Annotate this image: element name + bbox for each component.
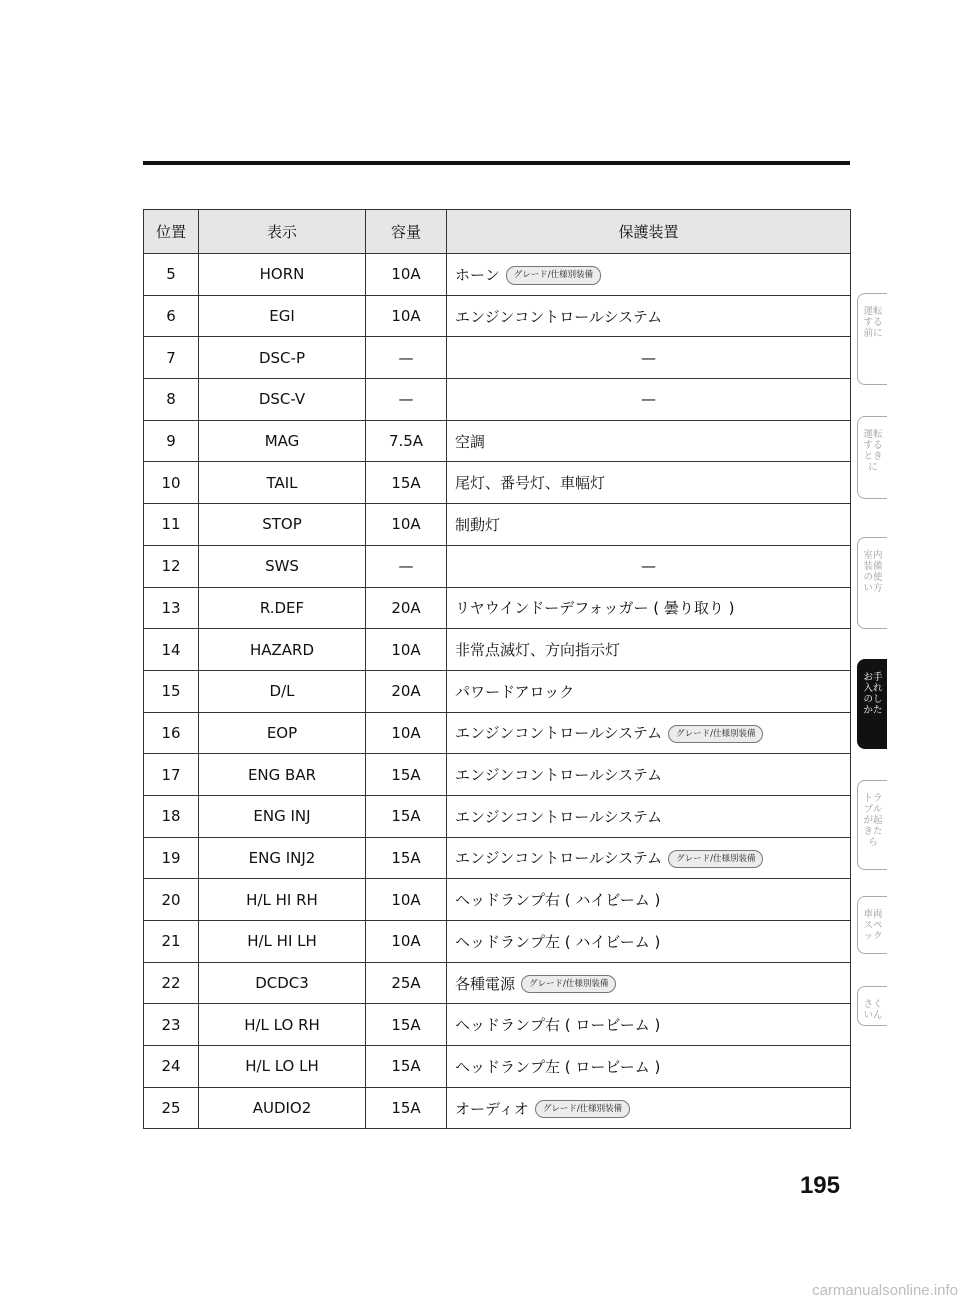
cell-protected-device bbox=[447, 295, 851, 337]
protected-device-text: 空調 bbox=[455, 432, 486, 451]
table-row bbox=[144, 962, 851, 1004]
protected-device-text: — bbox=[641, 348, 656, 367]
table-row bbox=[144, 337, 851, 379]
cell-position: 22 bbox=[144, 962, 199, 1004]
cell-position: 24 bbox=[144, 1046, 199, 1088]
cell-capacity: — bbox=[366, 379, 447, 421]
cell-label: STOP bbox=[199, 504, 366, 546]
protected-device-text: エンジンコントロールシステム bbox=[455, 307, 663, 326]
cell-protected-device bbox=[447, 420, 851, 462]
cell-position: 5 bbox=[144, 254, 199, 296]
table-row bbox=[144, 254, 851, 296]
cell-position: 7 bbox=[144, 337, 199, 379]
protected-device-text: 各種電源 bbox=[455, 974, 516, 993]
section-tab[interactable] bbox=[857, 537, 887, 629]
cell-protected-device bbox=[447, 795, 851, 837]
cell-position: 16 bbox=[144, 712, 199, 754]
protected-device-text: ヘッドランプ左 ( ハイビーム ) bbox=[455, 932, 661, 951]
cell-capacity: 15A bbox=[366, 462, 447, 504]
protected-device-text: ヘッドランプ右 ( ハイビーム ) bbox=[455, 891, 661, 910]
cell-protected-device bbox=[447, 462, 851, 504]
protected-device-text: パワードアロック bbox=[455, 682, 575, 701]
cell-position: 18 bbox=[144, 795, 199, 837]
cell-label: DSC-V bbox=[199, 379, 366, 421]
cell-label: HORN bbox=[199, 254, 366, 296]
cell-capacity: 10A bbox=[366, 504, 447, 546]
section-tab-label: 運転する前に bbox=[863, 306, 883, 339]
cell-capacity: 10A bbox=[366, 712, 447, 754]
cell-position: 21 bbox=[144, 921, 199, 963]
header-label: 表示 bbox=[199, 210, 366, 254]
table-header-row bbox=[144, 210, 851, 254]
grade-spec-badge: グレード/仕様別装備 bbox=[535, 1100, 630, 1119]
protected-device-text: エンジンコントロールシステム bbox=[455, 807, 663, 826]
cell-label: ENG INJ bbox=[199, 795, 366, 837]
grade-spec-badge: グレード/仕様別装備 bbox=[521, 975, 616, 994]
section-tab[interactable] bbox=[857, 659, 887, 749]
cell-position: 20 bbox=[144, 879, 199, 921]
footer-watermark: carmanualsonline.info bbox=[812, 1282, 958, 1299]
cell-capacity: 25A bbox=[366, 962, 447, 1004]
cell-protected-device bbox=[447, 1004, 851, 1046]
top-rule bbox=[143, 161, 850, 165]
protected-device-text: ヘッドランプ左 ( ロービーム ) bbox=[455, 1057, 661, 1076]
table-row bbox=[144, 629, 851, 671]
cell-label: EOP bbox=[199, 712, 366, 754]
cell-capacity: — bbox=[366, 545, 447, 587]
cell-position: 19 bbox=[144, 837, 199, 879]
section-tab[interactable] bbox=[857, 986, 887, 1026]
cell-label: H/L HI LH bbox=[199, 921, 366, 963]
cell-label: ENG BAR bbox=[199, 754, 366, 796]
cell-position: 15 bbox=[144, 670, 199, 712]
protected-device-text: オーディオ bbox=[455, 1099, 529, 1118]
header-position: 位置 bbox=[144, 210, 199, 254]
cell-capacity: — bbox=[366, 337, 447, 379]
cell-capacity: 15A bbox=[366, 837, 447, 879]
protected-device-text: エンジンコントロールシステム bbox=[455, 766, 663, 785]
cell-label: R.DEF bbox=[199, 587, 366, 629]
cell-position: 17 bbox=[144, 754, 199, 796]
table-row bbox=[144, 795, 851, 837]
cell-label: DSC-P bbox=[199, 337, 366, 379]
protected-device-text: 非常点滅灯、方向指示灯 bbox=[455, 641, 621, 660]
cell-label: SWS bbox=[199, 545, 366, 587]
section-tab-label: さくいん bbox=[863, 999, 883, 1021]
protected-device-text: エンジンコントロールシステム bbox=[455, 724, 663, 743]
table-row bbox=[144, 837, 851, 879]
cell-capacity: 10A bbox=[366, 879, 447, 921]
cell-protected-device bbox=[447, 545, 851, 587]
cell-label: HAZARD bbox=[199, 629, 366, 671]
protected-device-text: — bbox=[641, 390, 656, 409]
protected-device-text: 制動灯 bbox=[455, 515, 501, 534]
table-row bbox=[144, 545, 851, 587]
table-row bbox=[144, 879, 851, 921]
cell-capacity: 10A bbox=[366, 254, 447, 296]
header-capacity: 容量 bbox=[366, 210, 447, 254]
table-row bbox=[144, 1046, 851, 1088]
cell-label: H/L LO LH bbox=[199, 1046, 366, 1088]
header-protected-device: 保護装置 bbox=[447, 210, 851, 254]
table-row bbox=[144, 1004, 851, 1046]
cell-protected-device bbox=[447, 337, 851, 379]
grade-spec-badge: グレード/仕様別装備 bbox=[668, 850, 763, 869]
cell-position: 6 bbox=[144, 295, 199, 337]
cell-protected-device bbox=[447, 962, 851, 1004]
cell-label: MAG bbox=[199, 420, 366, 462]
cell-capacity: 10A bbox=[366, 295, 447, 337]
table-row bbox=[144, 712, 851, 754]
protected-device-text: エンジンコントロールシステム bbox=[455, 849, 663, 868]
section-tab-label: お手入れのしかた bbox=[863, 672, 883, 716]
table-body bbox=[144, 254, 851, 1129]
cell-capacity: 15A bbox=[366, 1087, 447, 1129]
cell-capacity: 20A bbox=[366, 587, 447, 629]
cell-protected-device bbox=[447, 379, 851, 421]
protected-device-text: 尾灯、番号灯、車幅灯 bbox=[455, 474, 606, 493]
grade-spec-badge: グレード/仕様別装備 bbox=[668, 725, 763, 744]
cell-label: DCDC3 bbox=[199, 962, 366, 1004]
cell-capacity: 10A bbox=[366, 921, 447, 963]
fuse-table bbox=[143, 209, 851, 1129]
table-row bbox=[144, 504, 851, 546]
section-tab-label: 車両スペック bbox=[863, 909, 883, 942]
protected-device-text: ホーン bbox=[455, 265, 500, 284]
section-tab-label: 運転するときに bbox=[863, 429, 883, 473]
section-tab[interactable] bbox=[857, 293, 887, 385]
cell-protected-device bbox=[447, 1046, 851, 1088]
table-row bbox=[144, 670, 851, 712]
cell-label: AUDIO2 bbox=[199, 1087, 366, 1129]
section-tab-label: 室内装備の使い方 bbox=[863, 550, 883, 594]
cell-position: 9 bbox=[144, 420, 199, 462]
cell-protected-device bbox=[447, 629, 851, 671]
section-tab-label: トラブルが起きたら bbox=[863, 793, 883, 848]
cell-protected-device bbox=[447, 1087, 851, 1129]
cell-capacity: 15A bbox=[366, 795, 447, 837]
grade-spec-badge: グレード/仕様別装備 bbox=[506, 266, 601, 285]
section-tab[interactable] bbox=[857, 780, 887, 870]
cell-protected-device bbox=[447, 670, 851, 712]
table-row bbox=[144, 754, 851, 796]
cell-label: TAIL bbox=[199, 462, 366, 504]
cell-label: EGI bbox=[199, 295, 366, 337]
cell-label: H/L HI RH bbox=[199, 879, 366, 921]
cell-capacity: 7.5A bbox=[366, 420, 447, 462]
cell-label: ENG INJ2 bbox=[199, 837, 366, 879]
cell-protected-device bbox=[447, 587, 851, 629]
cell-capacity: 10A bbox=[366, 629, 447, 671]
section-tab[interactable] bbox=[857, 416, 887, 499]
cell-position: 23 bbox=[144, 1004, 199, 1046]
protected-device-text: リヤウインドーデフォッガー ( 曇り取り ) bbox=[455, 599, 735, 618]
table-row bbox=[144, 295, 851, 337]
cell-position: 10 bbox=[144, 462, 199, 504]
cell-position: 13 bbox=[144, 587, 199, 629]
table-row bbox=[144, 420, 851, 462]
cell-capacity: 20A bbox=[366, 670, 447, 712]
protected-device-text: ヘッドランプ右 ( ロービーム ) bbox=[455, 1016, 661, 1035]
cell-protected-device bbox=[447, 754, 851, 796]
cell-label: D/L bbox=[199, 670, 366, 712]
section-tab[interactable] bbox=[857, 896, 887, 954]
table-row bbox=[144, 1087, 851, 1129]
protected-device-text: — bbox=[641, 557, 656, 576]
cell-capacity: 15A bbox=[366, 1004, 447, 1046]
cell-capacity: 15A bbox=[366, 754, 447, 796]
cell-position: 11 bbox=[144, 504, 199, 546]
cell-position: 14 bbox=[144, 629, 199, 671]
cell-protected-device bbox=[447, 254, 851, 296]
cell-protected-device bbox=[447, 837, 851, 879]
cell-protected-device bbox=[447, 712, 851, 754]
table-row bbox=[144, 587, 851, 629]
cell-protected-device bbox=[447, 879, 851, 921]
table-row bbox=[144, 379, 851, 421]
cell-position: 8 bbox=[144, 379, 199, 421]
cell-capacity: 15A bbox=[366, 1046, 447, 1088]
cell-protected-device bbox=[447, 504, 851, 546]
cell-position: 12 bbox=[144, 545, 199, 587]
cell-protected-device bbox=[447, 921, 851, 963]
table-row bbox=[144, 921, 851, 963]
cell-position: 25 bbox=[144, 1087, 199, 1129]
cell-label: H/L LO RH bbox=[199, 1004, 366, 1046]
page-number: 195 bbox=[799, 1172, 840, 1199]
table-row bbox=[144, 462, 851, 504]
